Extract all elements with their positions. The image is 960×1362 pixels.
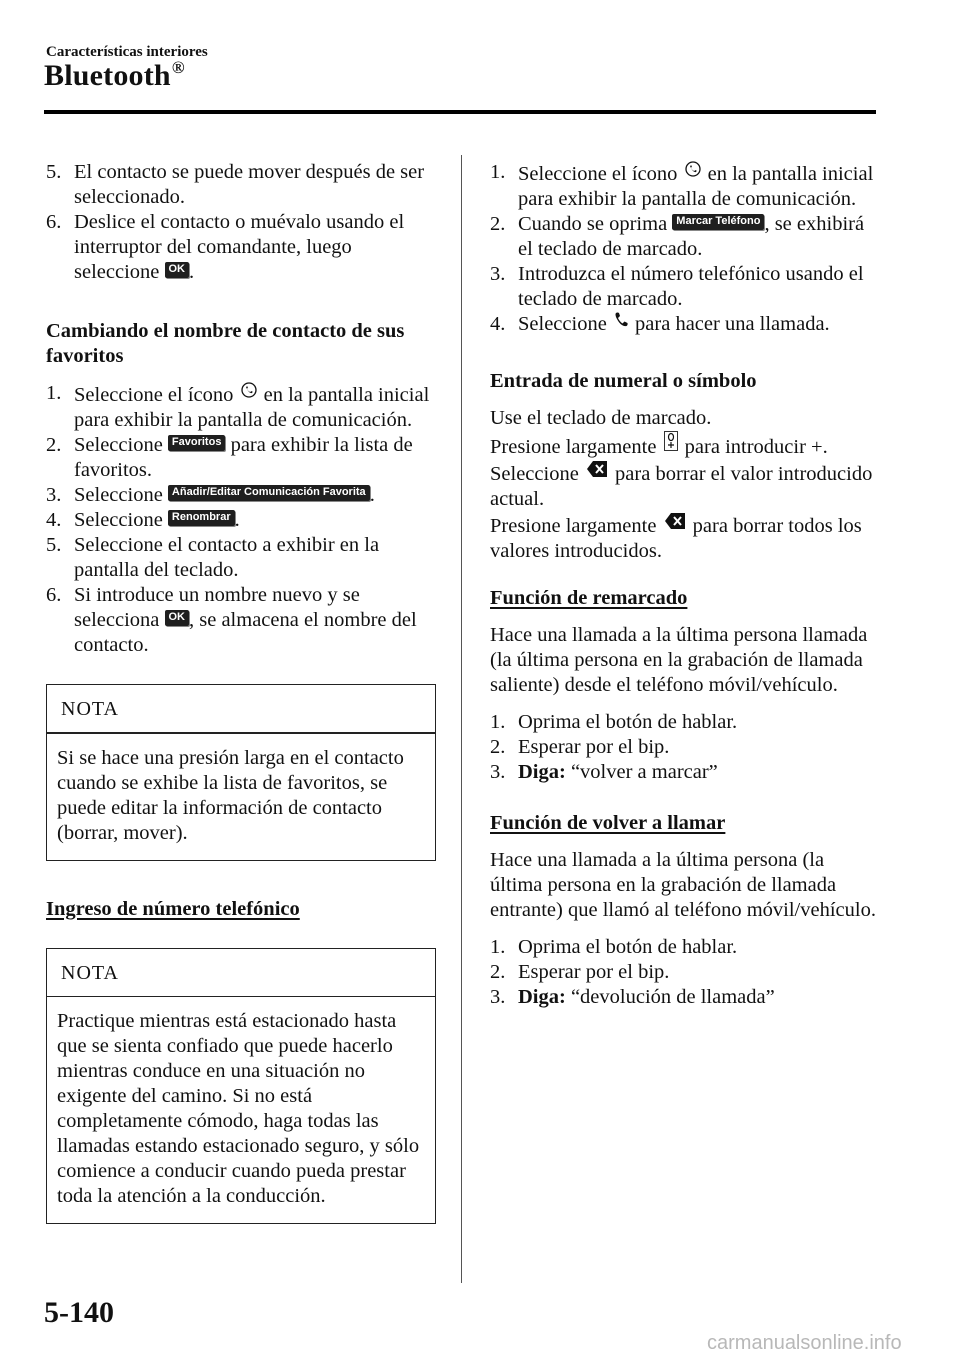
list-item (46, 381, 436, 433)
section-label: Características interiores (46, 44, 208, 60)
right-column (490, 160, 880, 1010)
list-item (490, 212, 880, 262)
step-number: 3. (490, 263, 506, 285)
step-number: 2. (490, 213, 506, 235)
note-title: NOTA (61, 961, 119, 984)
zero-plus-key-icon (664, 431, 678, 451)
step-text: Seleccione (74, 434, 168, 456)
step-text: “devolución de llamada” (565, 986, 775, 1008)
instruction-text: Seleccione (490, 463, 584, 485)
renombrar-button-icon: Renombrar (168, 510, 235, 526)
step-text: Seleccione el ícono (518, 163, 683, 185)
step-text: para exhibir la lista de favoritos. (74, 434, 413, 481)
section-heading: Ingreso de número telefónico (46, 897, 300, 920)
chapter-title-text: Bluetooth (44, 59, 171, 92)
step-number: 4. (490, 313, 506, 335)
step-number: 1. (490, 161, 506, 183)
add-edit-favorite-button-icon: Añadir/Editar Comunicación Favorita (168, 485, 370, 501)
list-item (46, 508, 436, 533)
marcar-telefono-button-icon: Marcar Teléfono (672, 214, 764, 230)
step-keyword: Diga: (518, 761, 566, 783)
paragraph: Hace una llamada a la última persona llamada (la última persona en la grabación de llamada saliente) desde el teléfono móvil/vehículo. (490, 624, 868, 696)
step-text: Seleccione (518, 313, 612, 335)
step-text: . (234, 509, 240, 531)
instruction-line: Use el teclado de marcado. (490, 407, 712, 429)
phone-screen-icon (685, 160, 701, 178)
step-text: Seleccione el ícono (74, 384, 239, 406)
list-item (490, 935, 880, 960)
step-number: 1. (46, 382, 62, 404)
step-number: 2. (490, 736, 506, 758)
step-number: 5. (46, 534, 62, 556)
step-number: 3. (490, 986, 506, 1008)
step-number: 4. (46, 509, 62, 531)
step-number: 1. (490, 936, 506, 958)
instruction-text: para borrar el valor introducido actual. (490, 463, 873, 510)
backspace-icon (586, 460, 608, 478)
note-title: NOTA (61, 698, 119, 720)
registered-mark: ® (171, 58, 185, 77)
list-item (46, 483, 436, 508)
section-heading: Entrada de numeral o símbolo (490, 370, 757, 392)
favoritos-button-icon: Favoritos (168, 435, 226, 451)
step-number: 2. (46, 434, 62, 456)
step-text: Seleccione (74, 509, 168, 531)
section-heading: Cambiando el nombre de contacto de sus favoritos (46, 320, 405, 367)
ok-button-icon: OK (165, 610, 190, 626)
instruction-text: Presione largamente (490, 515, 662, 537)
step-number: 3. (490, 761, 506, 783)
list-item (46, 433, 436, 483)
list-item (490, 760, 880, 785)
step-text: “volver a marcar” (565, 761, 718, 783)
phone-handset-icon (614, 312, 628, 328)
step-number: 2. (490, 961, 506, 983)
list-item (490, 710, 880, 735)
step-number: 6. (46, 584, 62, 606)
step-text: Seleccione el contacto a exhibir en la pantalla del teclado. (74, 534, 380, 581)
instruction-text: Presione largamente (490, 436, 662, 458)
step-text: Deslice el contacto o muévalo usando el interruptor del comandante, luego seleccione (74, 211, 405, 283)
symbol-instructions (490, 406, 880, 564)
step-text: Seleccione (74, 484, 168, 506)
list-item (490, 262, 880, 312)
step-number: 6. (46, 211, 62, 233)
step-number: 5. (46, 161, 62, 183)
step-keyword: Diga: (518, 986, 566, 1008)
step-text: , se almacena el nombre del contacto. (74, 609, 417, 656)
instruction-text: para introducir +. (679, 436, 828, 458)
step-text: Oprima el botón de hablar. (518, 711, 738, 733)
list-item (490, 985, 880, 1010)
note-box (46, 948, 436, 1225)
paragraph: Hace una llamada a la última persona (la última persona en la grabación de llamada entrante) que llamó al teléfono móvil/vehículo. (490, 849, 876, 921)
instruction-text: para borrar todos los valores introducidos. (490, 515, 862, 562)
list-item (46, 160, 436, 210)
step-number: 3. (46, 484, 62, 506)
step-text: Si introduce un nombre nuevo y se selecciona (74, 584, 360, 631)
step-text: Oprima el botón de hablar. (518, 936, 738, 958)
note-body: Si se hace una presión larga en el contacto cuando se exhibe la lista de favoritos, se puede editar la información de contacto (borrar, mover). (57, 746, 404, 844)
step-text: , se exhibirá el teclado de marcado. (518, 213, 865, 260)
step-text: El contacto se puede mover después de ser seleccionado. (74, 161, 425, 208)
section-heading: Función de remarcado (490, 587, 688, 609)
instruction-line (490, 512, 880, 564)
list-item (490, 735, 880, 760)
section-heading: Función de volver a llamar (490, 812, 726, 834)
step-text: para hacer una llamada. (629, 313, 830, 335)
step-number: 1. (490, 711, 506, 733)
list-item (46, 583, 436, 658)
list-item (490, 960, 880, 985)
left-column (46, 160, 436, 1224)
step-text: Introduzca el número telefónico usando el teclado de marcado. (518, 263, 864, 310)
step-text: . (369, 484, 375, 506)
list-item (490, 312, 880, 337)
list-item (46, 533, 436, 583)
step-text: en la pantalla inicial para exhibir la pantalla de comunicación. (74, 384, 430, 431)
phone-screen-icon (241, 381, 257, 399)
header-rule (44, 110, 876, 114)
note-box (46, 684, 436, 861)
backspace-icon (664, 512, 686, 530)
step-text: Esperar por el bip. (518, 961, 670, 983)
instruction-line (490, 460, 880, 512)
step-text: . (189, 261, 195, 283)
chapter-title (44, 58, 185, 93)
list-item (490, 160, 880, 212)
step-text: Esperar por el bip. (518, 736, 670, 758)
watermark: carmanualsonline.info (707, 1332, 902, 1354)
ok-button-icon: OK (165, 262, 190, 278)
column-divider (461, 155, 462, 1283)
list-item (46, 210, 436, 285)
note-body: Practique mientras está estacionado hasta que se sienta confiado que puede hacerlo mientras conduce en una situación no exigente del camino. Si no está completamente cómodo, haga todas las llamadas estando estacionado seguro, y sólo comience a conducir cuando pueda prestar toda la atención a la conducción. (57, 1010, 420, 1207)
step-text: en la pantalla inicial para exhibir la pantalla de comunicación. (518, 163, 874, 210)
step-text: Cuando se oprima (518, 213, 673, 235)
instruction-line (490, 431, 880, 460)
page-number: 5-140 (44, 1296, 114, 1329)
